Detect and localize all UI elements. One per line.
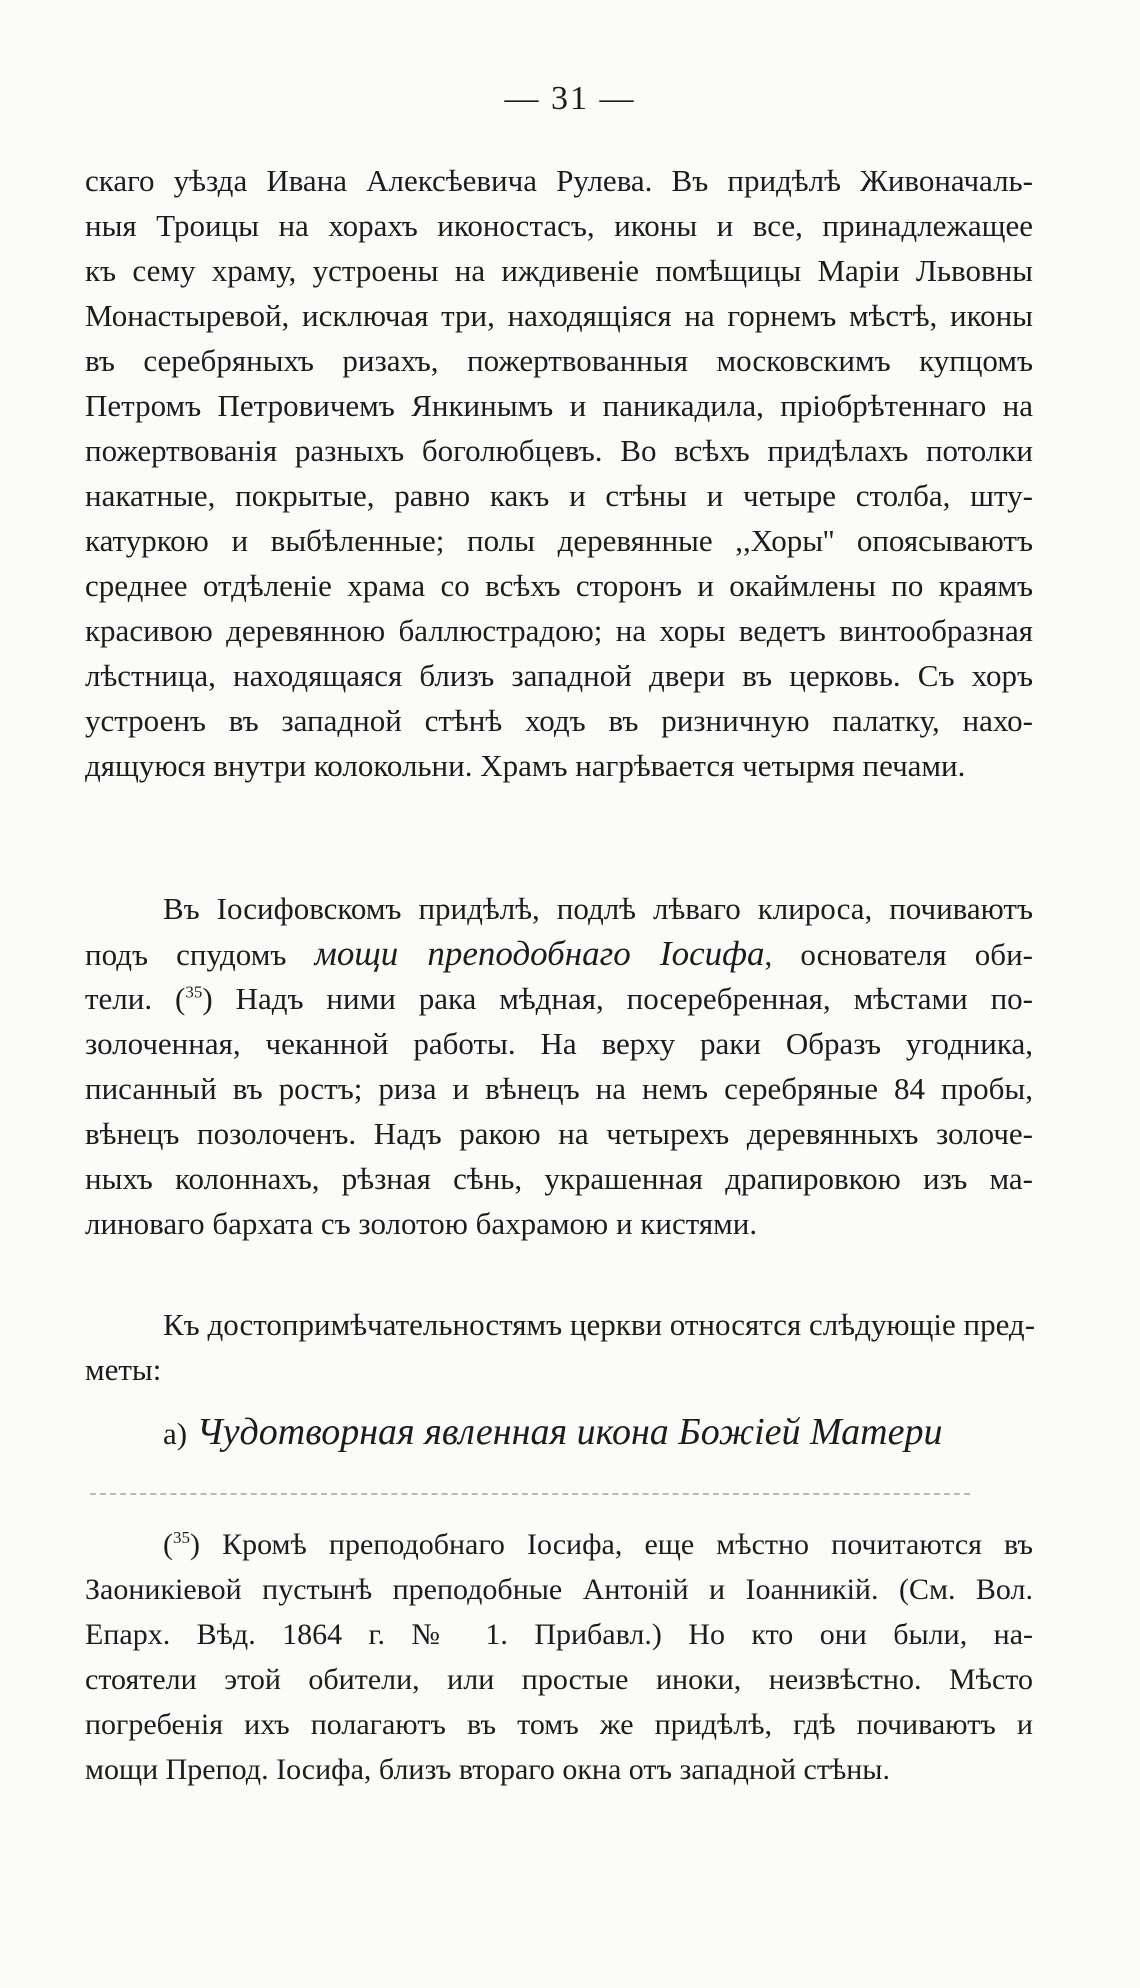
relics-emphasis: мощи преподобнаго Іосифа [314, 934, 765, 973]
footnote-mark: 35 [173, 1528, 190, 1547]
text-span: подъ спудомъ [85, 937, 315, 972]
text-line: лѣстница, находящаяся близъ западной двери въ церковь. Съ хоръ [85, 658, 1033, 693]
text-line: линоваго бархата съ золотою бахрамою и кистями. [85, 1206, 758, 1241]
text-line [85, 976, 1033, 1021]
text-line: золоченная, чеканной работы. На верху раки Образъ угодника, [85, 1026, 1033, 1061]
text-line: скаго уѣзда Ивана Алексѣевича Рулева. Въ придѣлѣ Живоначаль- [85, 163, 1033, 198]
footnote [85, 1522, 1033, 1792]
icon-heading [85, 1410, 1033, 1455]
paragraph-3 [85, 1302, 1036, 1392]
text-line: ныя Троицы на хорахъ иконостасъ, иконы и все, принадлежащее [85, 208, 1033, 243]
text-line: писанный въ ростъ; риза и вѣнецъ на немъ серебряные 84 пробы, [85, 1071, 1033, 1106]
item-text: Чудотворная явленная икона Божіей Матери [196, 1411, 943, 1453]
text-line: красивою деревянною баллюстрадою; на хоры ведетъ винтообразная [85, 613, 1033, 648]
text-span: ) Надъ ними рака мѣдная, посеребренная, мѣстами по- [202, 981, 1033, 1016]
text-line: погребенія ихъ полагаютъ въ томъ же придѣлѣ, гдѣ почиваютъ и [85, 1708, 1033, 1741]
text-line: Къ достопримѣчательностямъ церкви относятся слѣдующіе пред- [163, 1307, 1036, 1342]
text-line: среднее отдѣленіе храма со всѣхъ сторонъ и окаймлены по краямъ [85, 568, 1033, 603]
text-line: Заоникіевой пустынѣ преподобные Антоній и Іоанникій. (См. Вол. [85, 1573, 1033, 1606]
text-line: катуркою и выбѣленные; полы деревянные ,,Хоры'' опоясываютъ [85, 523, 1033, 558]
text-line: устроенъ въ западной стѣнѣ ходъ въ ризничную палатку, нахо- [85, 703, 1033, 738]
text-line: въ серебряныхъ ризахъ, пожертвованныя московскимъ купцомъ [85, 343, 1033, 378]
text-line: стоятели этой обители, или простые иноки, неизвѣстно. Мѣсто [85, 1663, 1033, 1696]
text-line: вѣнецъ позолоченъ. Надъ ракою на четырехъ деревянныхъ золоче- [85, 1116, 1033, 1151]
page-number: — 31 — [504, 80, 636, 117]
text-span: , основателя оби- [764, 937, 1033, 972]
footnote-reference: 35 [185, 982, 203, 1002]
text-line: Въ Іосифовскомъ придѣлѣ, подлѣ лѣваго клироса, почиваютъ [163, 891, 1033, 926]
text-line: Монастыревой, исключая три, находящіяся на горнемъ мѣстѣ, иконы [85, 298, 1033, 333]
text-line: Епарх. Вѣд. 1864 г. № 1. Прибавл.) Но кто они были, на- [85, 1618, 1033, 1651]
text-line: ныхъ колоннахъ, рѣзная сѣнь, украшенная драпировкою изъ ма- [85, 1161, 1033, 1196]
text-span: тели. ( [85, 981, 186, 1016]
text-line: накатные, покрытые, равно какъ и стѣны и четыре столба, шту- [85, 478, 1033, 513]
paragraph-2 [85, 886, 1033, 1246]
text-line: меты: [85, 1352, 162, 1387]
paragraph-1 [85, 158, 1033, 788]
text-line: дящуюся внутри колокольни. Храмъ нагрѣвается четырмя печами. [85, 748, 966, 783]
text-span: ) Кромѣ преподобнаго Іосифа, еще мѣстно почитаются въ [190, 1528, 1033, 1561]
item-label: а) [163, 1416, 188, 1451]
text-line: Петромъ Петровичемъ Янкинымъ и паникадила, пріобрѣтеннаго на [85, 388, 1033, 423]
list-item-a [85, 1410, 1033, 1455]
text-line: къ сему храму, устроены на иждивеніе помѣщицы Маріи Львовны [85, 253, 1033, 288]
footnote-separator [90, 1493, 970, 1495]
text-line [85, 931, 1033, 976]
text-line: мощи Препод. Іосифа, близъ втораго окна отъ западной стѣны. [85, 1753, 890, 1786]
text-line: пожертвованія разныхъ боголюбцевъ. Во всѣхъ придѣлахъ потолки [85, 433, 1033, 468]
text-line: ($^{35}$) Кромѣ преподобнаго Іосифа, еще мѣстно почитаются въ [163, 1528, 1033, 1561]
